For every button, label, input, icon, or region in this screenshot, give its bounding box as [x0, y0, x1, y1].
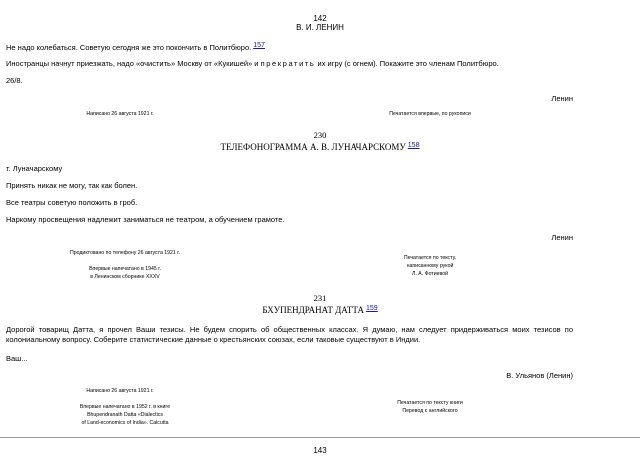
doc1-written-note: Написано 26 августа 1921 г.: [86, 111, 154, 117]
doc3-written-note: Написано 26 августа 1921 г.: [86, 388, 154, 394]
doc2-first-pub-line-2: в Ленинском сборнике XXXV: [90, 274, 160, 280]
doc1-date: 26/8.: [6, 76, 23, 85]
footnote-link-159[interactable]: 159: [365, 305, 378, 312]
doc2-printed-note: [370, 254, 490, 278]
doc2-signature: Ленин: [551, 233, 573, 242]
doc3-body: Дорогой товарищ Датта, я прочел Ваши тезисы. Не будем спорить об общественных классах. Я думаю, нам следует придерживаться моих тезисов по колониальному вопросу. Соберите статистические данные о крестьянских союзах, если таковые существуют в Индии.: [6, 325, 573, 344]
doc3-number: 231: [313, 293, 327, 303]
doc3-first-pub-note: [40, 403, 210, 427]
doc1-signature: Ленин: [551, 94, 573, 103]
doc3-printed-note: [360, 399, 500, 415]
doc3-printed-line-1: Печатается по тексту книги: [397, 400, 463, 406]
page-divider: [0, 437, 640, 438]
doc1-line2: [6, 59, 499, 68]
doc2-title-text: ТЕЛЕФОНОГРАММА А. В. ЛУНАЧАРСКОМУ: [220, 142, 406, 152]
doc1-line1: [6, 42, 265, 52]
page-number-top: 142: [313, 14, 327, 23]
doc2-number: 230: [313, 130, 327, 140]
doc2-title: [0, 142, 640, 152]
doc3-closing: Ваш...: [6, 354, 28, 363]
doc3-first-pub-line-2: Bhupendranath Datta «Dialectics: [87, 412, 163, 418]
running-head: В. И. ЛЕНИН: [296, 23, 344, 32]
doc2-first-pub-line-1: Впервые напечатано в 1945 г.: [89, 266, 161, 272]
doc2-addressee: т. Луначарскому: [6, 164, 63, 173]
doc2-paragraph-2: Все театры советую положить в гроб.: [6, 198, 138, 207]
doc2-printed-line-1: Печатается по тексту,: [403, 255, 457, 261]
doc3-first-pub-line-3: of Land-economics of India». Calcutta: [81, 420, 169, 426]
doc3-printed-line-2: Перевод с английского: [402, 408, 458, 414]
doc2-first-pub-note: [40, 265, 210, 281]
doc3-signature: В. Ульянов (Ленин): [506, 371, 573, 380]
footnote-link-158[interactable]: 158: [407, 142, 420, 149]
doc3-first-pub-line-1: Впервые напечатано в 1952 г. в книге: [79, 404, 171, 410]
doc1-line2-end: их игру (с огнем). Покажите это членам Политбюро.: [317, 59, 499, 68]
doc1-printed-note: Печатается впервые, по рукописи: [389, 111, 471, 117]
doc1-line2-emphasis: прекратить: [260, 59, 316, 68]
doc3-title: [0, 305, 640, 315]
page-number-bottom: 143: [313, 446, 327, 455]
doc1-line2-start: Иностранцы начнут приезжать, надо «очистить» Москву от «Кукишей» и: [6, 59, 259, 68]
doc2-paragraph-1: Принять никак не могу, так как болен.: [6, 181, 138, 190]
doc2-paragraph-3: Наркому просвещения надлежит заниматься не театром, а обучением грамоте.: [6, 215, 285, 224]
doc1-line1-text: Не надо колебаться. Советую сегодня же это покончить в Политбюро.: [6, 43, 252, 52]
doc3-title-text: БХУПЕНДРАНАТ ДАТТА: [262, 305, 364, 315]
footnote-link-157[interactable]: 157: [253, 42, 265, 49]
doc2-dictated-note: Продиктовано по телефону 26 августа 1921 г.: [70, 250, 180, 256]
doc2-printed-line-3: Л. А. Фотиевой: [412, 271, 448, 277]
doc2-printed-line-2: написанному рукой: [406, 263, 454, 269]
